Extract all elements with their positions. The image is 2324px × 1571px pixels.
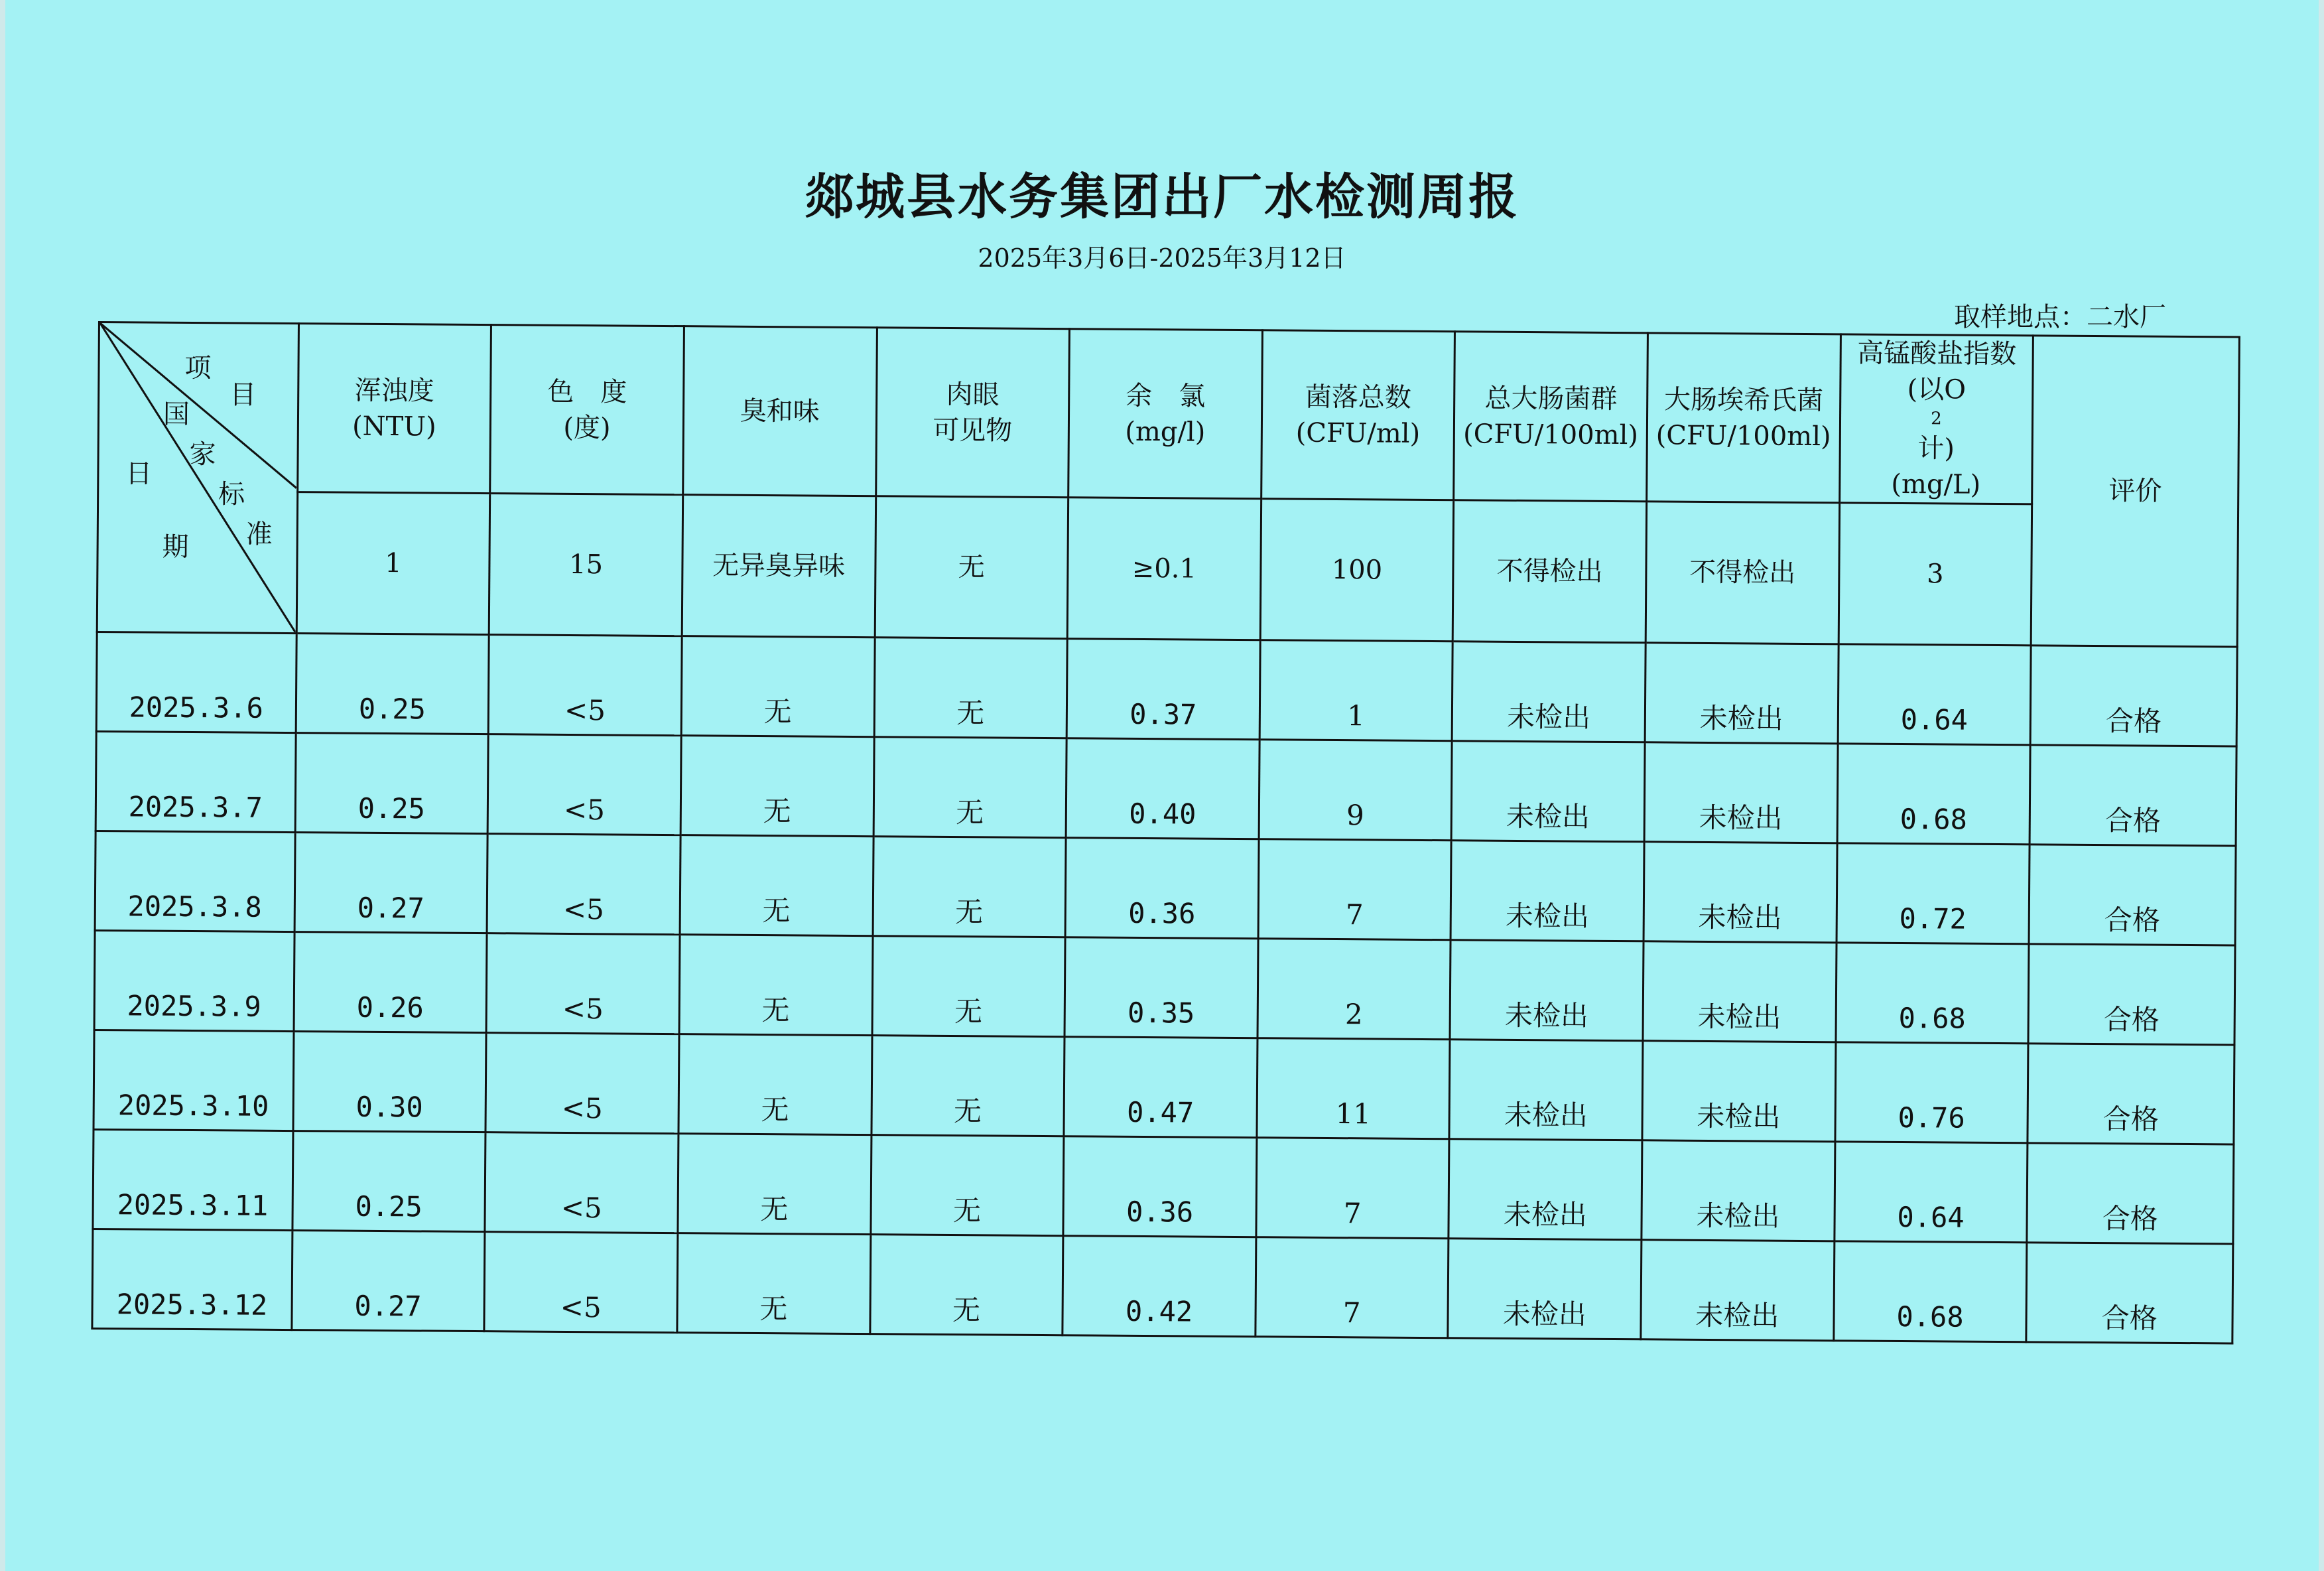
- table-cell: 未检出: [1641, 1240, 1835, 1341]
- table-cell: <5: [487, 834, 680, 935]
- table-cell: 未检出: [1451, 841, 1644, 941]
- table-cell: 11: [1257, 1038, 1451, 1139]
- table-cell: 未检出: [1642, 1041, 1836, 1142]
- table-cell: <5: [488, 635, 682, 736]
- table-cell: 未检出: [1643, 941, 1837, 1042]
- table-cell: 0.64: [1838, 644, 2032, 745]
- scan-edge-left: [0, 0, 5, 1571]
- header-row-standards: [97, 491, 2238, 648]
- date-cell: 2025.3.7: [96, 732, 296, 833]
- sampling-location: 取样地点：二水厂: [1954, 302, 2166, 332]
- evaluation-cell: 合格: [2028, 944, 2235, 1045]
- header-evaluation: 评价: [2031, 336, 2239, 647]
- table-cell: 0.36: [1065, 838, 1259, 939]
- table-cell: 无: [872, 936, 1066, 1037]
- report-table-container: [92, 321, 2240, 1335]
- standard-cell: 不得检出: [1646, 502, 1839, 644]
- standard-cell: 无异臭异味: [682, 495, 875, 638]
- table-cell: 无: [870, 1135, 1064, 1236]
- date-cell: 2025.3.6: [96, 632, 296, 733]
- date-cell: 2025.3.12: [92, 1229, 292, 1330]
- table-cell: 无: [677, 1233, 871, 1334]
- table-cell: 0.25: [296, 634, 489, 734]
- date-cell: 2025.3.9: [94, 931, 294, 1032]
- table-cell: 未检出: [1448, 1239, 1642, 1339]
- table-cell: 未检出: [1451, 741, 1645, 842]
- report-title: 郯城县水务集团出厂水检测周报: [805, 169, 1519, 226]
- standard-cell: ≥0.1: [1067, 498, 1261, 640]
- table-cell: 无: [681, 636, 875, 737]
- table-cell: 0.25: [292, 1131, 486, 1232]
- corner-diagonal-cell: [97, 322, 298, 634]
- table-cell: 0.64: [1835, 1142, 2028, 1243]
- evaluation-cell: 合格: [2026, 1243, 2233, 1343]
- table-cell: 0.72: [1837, 843, 2030, 944]
- table-cell: 无: [680, 736, 874, 837]
- table-cell: 0.68: [1837, 744, 2031, 845]
- table-row: [93, 1130, 2234, 1245]
- table-cell: 0.27: [294, 833, 488, 933]
- header-color: 色 度 (度): [490, 325, 684, 495]
- table-cell: 0.68: [1836, 943, 2030, 1044]
- table-cell: <5: [484, 1232, 678, 1333]
- water-quality-table: [91, 321, 2240, 1345]
- table-cell: <5: [485, 1132, 678, 1233]
- table-cell: 7: [1256, 1138, 1450, 1239]
- table-cell: <5: [486, 933, 680, 1034]
- evaluation-cell: 合格: [2030, 745, 2236, 846]
- header-visible-matter: 肉眼 可见物: [875, 328, 1069, 498]
- corner-date-char-1: 日: [125, 458, 153, 490]
- table-cell: 1: [1259, 640, 1453, 741]
- table-cell: 无: [678, 1034, 872, 1135]
- table-row: [94, 931, 2235, 1046]
- table-cell: 0.42: [1063, 1236, 1256, 1337]
- table-cell: 7: [1256, 1237, 1449, 1338]
- table-cell: 0.68: [1833, 1241, 2027, 1342]
- table-cell: 无: [679, 935, 873, 1036]
- table-cell: 7: [1258, 839, 1452, 940]
- table-cell: 0.27: [292, 1231, 485, 1332]
- header-e-coli: 大肠埃希氏菌 (CFU/100ml): [1647, 333, 1840, 503]
- table-cell: 0.76: [1835, 1042, 2029, 1143]
- corner-standard-char-4: 准: [245, 519, 273, 550]
- standard-cell: 100: [1260, 499, 1454, 642]
- table-cell: 无: [870, 1235, 1063, 1335]
- table-cell: 无: [680, 835, 873, 936]
- table-cell: 0.37: [1066, 639, 1260, 740]
- header-total-coliform: 总大肠菌群 (CFU/100ml): [1454, 332, 1647, 502]
- standard-cell: 1: [296, 492, 490, 635]
- evaluation-cell: 合格: [2030, 646, 2237, 746]
- table-cell: 未检出: [1644, 842, 1837, 943]
- table-cell: 无: [678, 1134, 871, 1235]
- standard-cell: 3: [1839, 503, 2032, 646]
- header-odor: 臭和味: [683, 326, 877, 496]
- standard-cell: 不得检出: [1453, 500, 1647, 643]
- table-cell: 2: [1258, 939, 1451, 1040]
- table-row: [92, 1229, 2233, 1344]
- header-permanganate-index: 高锰酸盐指数 (以O 2 计) (mg/L): [1839, 334, 2033, 504]
- corner-date-char-2: 期: [162, 531, 189, 563]
- table-cell: 0.36: [1063, 1136, 1257, 1237]
- header-turbidity: 浑浊度 (NTU): [297, 324, 491, 494]
- header-colony-count: 菌落总数 (CFU/ml): [1261, 330, 1454, 500]
- table-row: [96, 632, 2237, 747]
- table-cell: 未检出: [1450, 940, 1644, 1041]
- table-cell: <5: [485, 1033, 679, 1134]
- table-cell: 未检出: [1449, 1040, 1643, 1140]
- table-cell: 未检出: [1449, 1139, 1642, 1240]
- corner-item-char-2: 目: [229, 379, 257, 411]
- table-row: [96, 732, 2236, 847]
- standard-cell: 无: [875, 496, 1068, 639]
- table-cell: 未检出: [1452, 642, 1646, 742]
- corner-standard-char-2: 家: [189, 439, 216, 470]
- table-cell: 无: [874, 638, 1068, 738]
- table-cell: 未检出: [1642, 1140, 1835, 1241]
- evaluation-cell: 合格: [2029, 845, 2236, 945]
- table-cell: 0.47: [1064, 1037, 1258, 1138]
- corner-standard-char-3: 标: [218, 479, 245, 510]
- table-row: [95, 831, 2236, 946]
- date-cell: 2025.3.10: [94, 1030, 294, 1131]
- table-cell: 9: [1259, 740, 1452, 841]
- header-row-names: [98, 322, 2240, 506]
- table-cell: 无: [871, 1036, 1065, 1136]
- table-cell: 未检出: [1644, 742, 1838, 843]
- table-cell: 0.35: [1065, 937, 1258, 1038]
- standard-cell: 15: [489, 494, 682, 636]
- scan-edge-right: [2319, 0, 2324, 1571]
- table-cell: 0.40: [1066, 738, 1259, 839]
- table-cell: 无: [873, 737, 1067, 838]
- header-residual-chlorine: 余 氯 (mg/l): [1068, 329, 1262, 499]
- date-cell: 2025.3.8: [95, 831, 295, 932]
- table-cell: 无: [873, 837, 1066, 937]
- evaluation-cell: 合格: [2028, 1044, 2234, 1144]
- corner-standard-char-1: 国: [162, 399, 190, 430]
- table-row: [94, 1030, 2234, 1145]
- table-cell: 0.25: [295, 733, 489, 834]
- date-cell: 2025.3.11: [93, 1130, 293, 1231]
- table-cell: 0.30: [293, 1032, 487, 1132]
- table-cell: 未检出: [1645, 643, 1839, 744]
- table-cell: 0.26: [294, 932, 487, 1033]
- date-range: 2025年3月6日-2025年3月12日: [978, 243, 1346, 273]
- table-cell: <5: [487, 734, 681, 835]
- corner-item-char-1: 项: [184, 352, 212, 384]
- evaluation-cell: 合格: [2027, 1143, 2234, 1244]
